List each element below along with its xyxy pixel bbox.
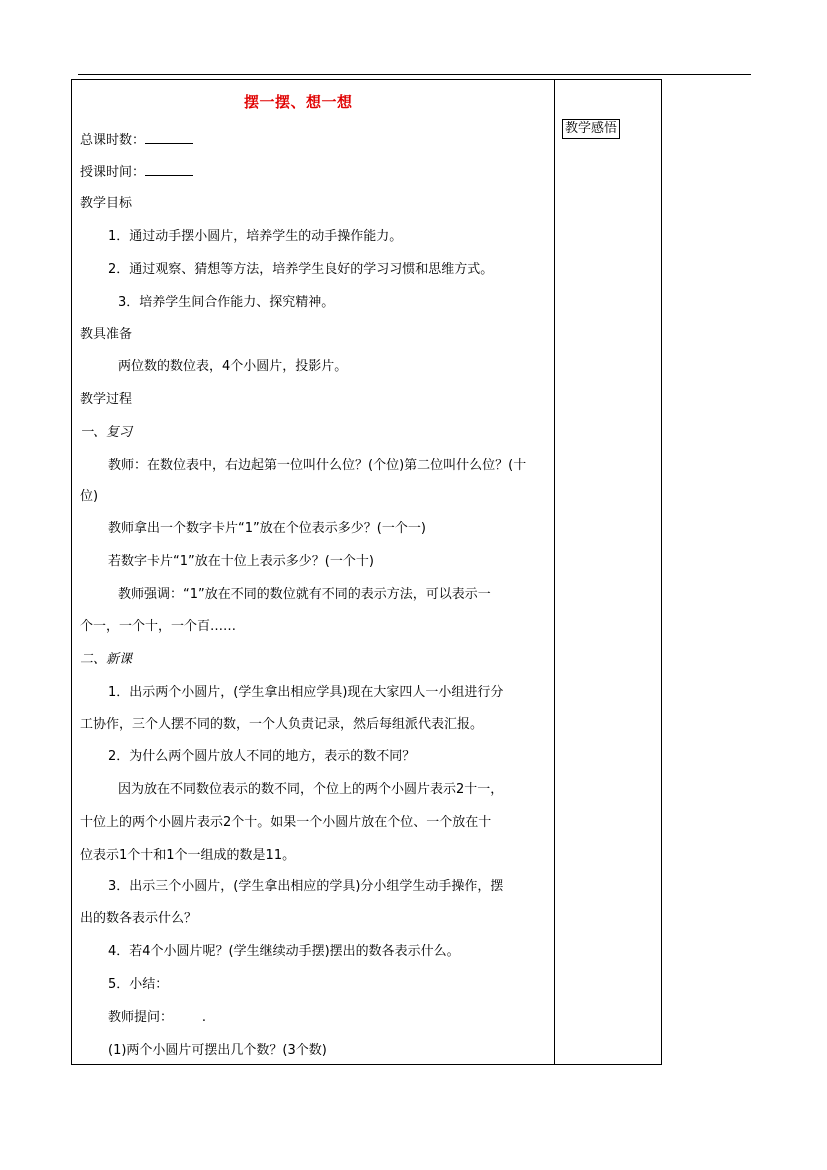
review-line: 教师强调：“1”放在不同的数位就有不同的表示方法，可以表示一 <box>118 587 491 602</box>
new-lesson-line: 5．小结： <box>108 977 169 992</box>
new-lesson-heading: 二、新课 <box>80 652 133 667</box>
new-lesson-line: 出的数各表示什么？ <box>80 911 198 926</box>
review-line: 教师：在数位表中，右边起第一位叫什么位？(个位)第二位叫什么位？(十 <box>108 458 527 473</box>
lesson-title: 摆一摆、想一想 <box>244 93 353 111</box>
new-lesson-line: 2．为什么两个圆片放人不同的地方，表示的数不同？ <box>108 749 416 764</box>
review-heading: 一、复习 <box>80 425 133 440</box>
new-lesson-line: (1)两个小圆片可摆出几个数？(3个数) <box>108 1043 327 1058</box>
objectives-heading: 教学目标 <box>80 196 133 211</box>
objective-item: 2．通过观察、猜想等方法，培养学生良好的学习习惯和思维方式。 <box>108 262 494 277</box>
total-hours-label: 总课时数： <box>80 133 146 148</box>
new-lesson-line: 工协作，三个人摆不同的数，一个人负责记录，然后每组派代表汇报。 <box>80 717 484 732</box>
objective-item: 3．培养学生间合作能力、探究精神。 <box>118 295 335 310</box>
lesson-time-field <box>80 162 193 182</box>
total-hours-field <box>80 130 193 150</box>
new-lesson-line: 位表示1个十和1个一组成的数是11。 <box>80 848 296 863</box>
header-rule <box>78 74 751 75</box>
new-lesson-line: 3．出示三个小圆片，(学生拿出相应的学具)分小组学生动手操作，摆 <box>108 879 504 894</box>
new-lesson-line: 4．若4个小圆片呢？(学生继续动手摆)摆出的数各表示什么。 <box>108 944 460 959</box>
new-lesson-line: 教师提问： . <box>108 1010 207 1025</box>
review-line: 教师拿出一个数字卡片“1”放在个位表示多少？(一个一) <box>108 521 426 536</box>
review-line: 位) <box>80 489 99 504</box>
new-lesson-line: 1．出示两个小圆片，(学生拿出相应学具)现在大家四人一小组进行分 <box>108 685 504 700</box>
column-divider <box>554 79 555 1065</box>
teaching-reflection-label: 教学感悟 <box>562 119 620 139</box>
objective-item: 1．通过动手摆小圆片，培养学生的动手操作能力。 <box>108 229 403 244</box>
materials-text: 两位数的数位表，4个小圆片，投影片。 <box>118 359 348 374</box>
review-line: 若数字卡片“1”放在十位上表示多少？(一个十) <box>108 554 374 569</box>
process-heading: 教学过程 <box>80 392 133 407</box>
lesson-time-label: 授课时间： <box>80 165 146 180</box>
review-line: 个一，一个十，一个百…… <box>80 619 237 634</box>
new-lesson-line: 十位上的两个小圆片表示2个十。如果一个小圆片放在个位、一个放在十 <box>80 815 492 830</box>
materials-heading: 教具准备 <box>80 327 133 342</box>
total-hours-blank <box>145 130 193 144</box>
new-lesson-line: 因为放在不同数位表示的数不同，个位上的两个小圆片表示2十一， <box>118 782 504 797</box>
lesson-time-blank <box>145 162 193 176</box>
